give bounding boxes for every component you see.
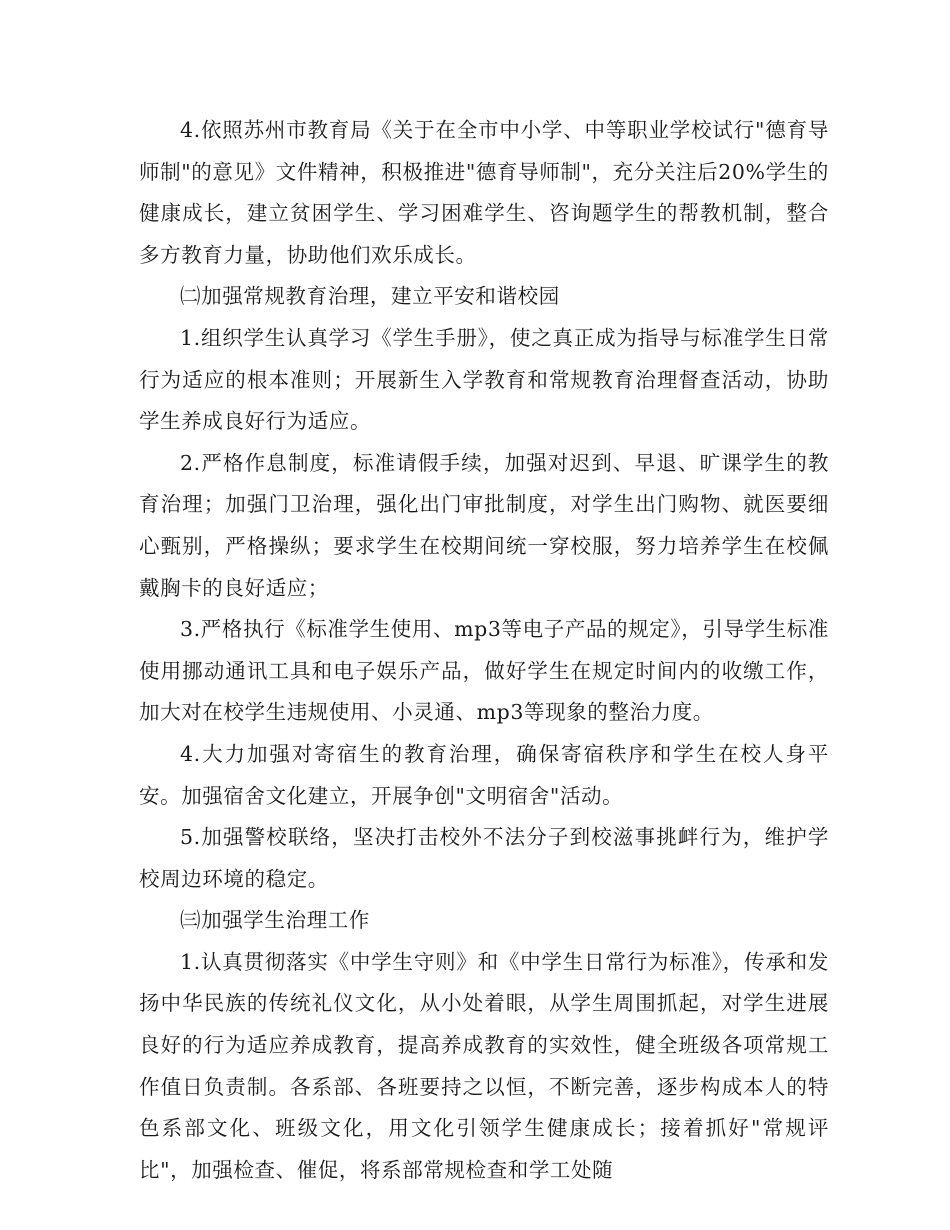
paragraph-student-handbook: 1.组织学生认真学习《学生手册》，使之真正成为指导与标准学生日常行为适应的根本准则；开展新生入学教育和常规教育治理督查活动，协助学生养成良好行为适应。	[139, 325, 829, 434]
paragraph-mentor-system: 4.依照苏州市教育局《关于在全市中小学、中等职业学校试行"德育导师制"的意见》文件精神，积极推进"德育导师制"，充分关注后20%学生的健康成长，建立贫困学生、学习困难学生、咨询题学生的帮教机制，整合多方教育力量，协助他们欢乐成长。	[139, 118, 829, 267]
section-heading-routine-management: ㈡加强常规教育治理，建立平安和谐校园	[180, 284, 560, 309]
paragraph-schedule-discipline: 2.严格作息制度，标准请假手续，加强对迟到、早退、旷课学生的教育治理；加强门卫治理，强化出门审批制度，对学生出门购物、就医要细心甄别，严格操纵；要求学生在校期间统一穿校服，努力培养学生在校佩戴胸卡的良好适应；	[139, 450, 829, 600]
document-body	[139, 110, 829, 1191]
paragraph-boarding-students: 4.大力加强对寄宿生的教育治理，确保寄宿秩序和学生在校人身平安。加强宿舍文化建立，开展争创"文明宿舍"活动。	[139, 741, 829, 808]
paragraph-electronic-devices: 3.严格执行《标准学生使用、mp3等电子产品的规定》，引导学生标准使用挪动通讯工具和电子娱乐产品，做好学生在规定时间内的收缴工作，加大对在校学生违规使用、小灵通、mp3等现象的整治力度。	[139, 617, 829, 725]
paragraph-code-of-conduct: 1.认真贯彻落实《中学生守则》和《中学生日常行为标准》，传承和发扬中华民族的传统礼仪文化，从小处着眼，从学生周围抓起，对学生进展良好的行为适应养成教育，提高养成教育的实效性，健全班级各项常规工作值日负责制。各系部、各班要持之以恒，不断完善，逐步构成本人的特色系部文化、班级文化，用文化引领学生健康成长；接着抓好"常规评比"，加强检查、催促，将系部常规检查和学工处随	[139, 949, 829, 1182]
section-heading-student-management: ㈢加强学生治理工作	[180, 908, 370, 933]
paragraph-police-school-liaison: 5.加强警校联络，坚决打击校外不法分子到校滋事挑衅行为，维护学校周边环境的稳定。	[139, 825, 829, 891]
